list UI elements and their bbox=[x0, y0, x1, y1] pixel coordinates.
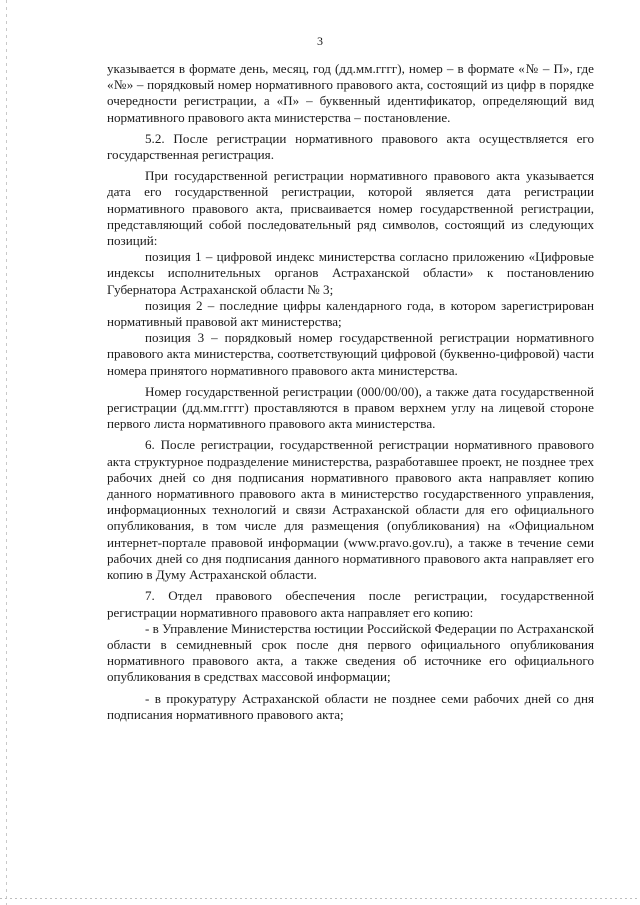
paragraph-state-registration: При государственной регистрации нормативного правового акта указывается дата его государственной регистрации, которой является дата регистрации нормативного правового акта, присваивается номер государственной регистрации, представляющий собой последовательный ряд символов, состоящий из следующих позиций: bbox=[107, 168, 594, 249]
paragraph-prosecutor: - в прокуратуру Астраханской области не позднее семи рабочих дней со дня подписания нормативного правового акта; bbox=[107, 690, 594, 722]
document-body bbox=[107, 61, 594, 723]
paragraph-ministry-of-justice: - в Управление Министерства юстиции Российской Федерации по Астраханской области в семидневный срок после дня первого официального опубликования нормативного правового акта, а также сведения об источнике его официального опубликования в средствах массовой информации; bbox=[107, 620, 595, 685]
scan-edge-left bbox=[6, 0, 7, 905]
paragraph-position-3: позиция 3 – порядковый номер государственной регистрации нормативного правового акта министерства, соответствующий цифровой (буквенно-цифровой) части номера принятого нормативного правового акта министерства. bbox=[107, 330, 594, 378]
page-number: 3 bbox=[317, 34, 323, 48]
paragraph-7: 7. Отдел правового обеспечения после регистрации, государственной регистрации нормативного правового акта направляет его копию: bbox=[107, 588, 594, 620]
paragraph-continuation: указывается в формате день, месяц, год (дд.мм.гггг), номер – в формате «№ – П», где «№» – порядковый номер нормативного правового акта, состоящий из цифр в порядке очередности регистрации, а «П» – буквенный идентификатор, определяющий вид нормативного правового акта министерства – постановление. bbox=[107, 61, 594, 125]
paragraph-position-2: позиция 2 – последние цифры календарного года, в котором зарегистрирован нормативный правовой акт министерства; bbox=[107, 297, 594, 330]
scan-edge-bottom bbox=[0, 898, 640, 899]
paragraph-5-2: 5.2. После регистрации нормативного правового акта осуществляется его государственная регистрация. bbox=[107, 130, 594, 163]
paragraph-position-1: позиция 1 – цифровой индекс министерства согласно приложению «Цифровые индексы исполнительных органов Астраханской области» к постановлению Губернатора Астраханской области № 3; bbox=[107, 249, 594, 297]
paragraph-6: 6. После регистрации, государственной регистрации нормативного правового акта структурное подразделение министерства, разработавшее проект, не позднее трех рабочих дней со дня подписания нормативного правового акта направляет копию данного нормативного правового акта в министерство государственного управления, информационных технологий и связи Астраханской области для его официального опубликования, в том числе для размещения (опубликования) на «Официальном интернет-портале правовой информации (www.pravo.gov.ru), а также в течение семи рабочих дней со дня подписания данного нормативного правового акта направляет его копию в Думу Астраханской области. bbox=[107, 437, 594, 583]
paragraph-registration-number: Номер государственной регистрации (000/00/00), а также дата государственной регистрации (дд.мм.гггг) проставляются в правом верхнем углу на лицевой стороне первого листа нормативного правового акта министерства. bbox=[107, 383, 594, 432]
